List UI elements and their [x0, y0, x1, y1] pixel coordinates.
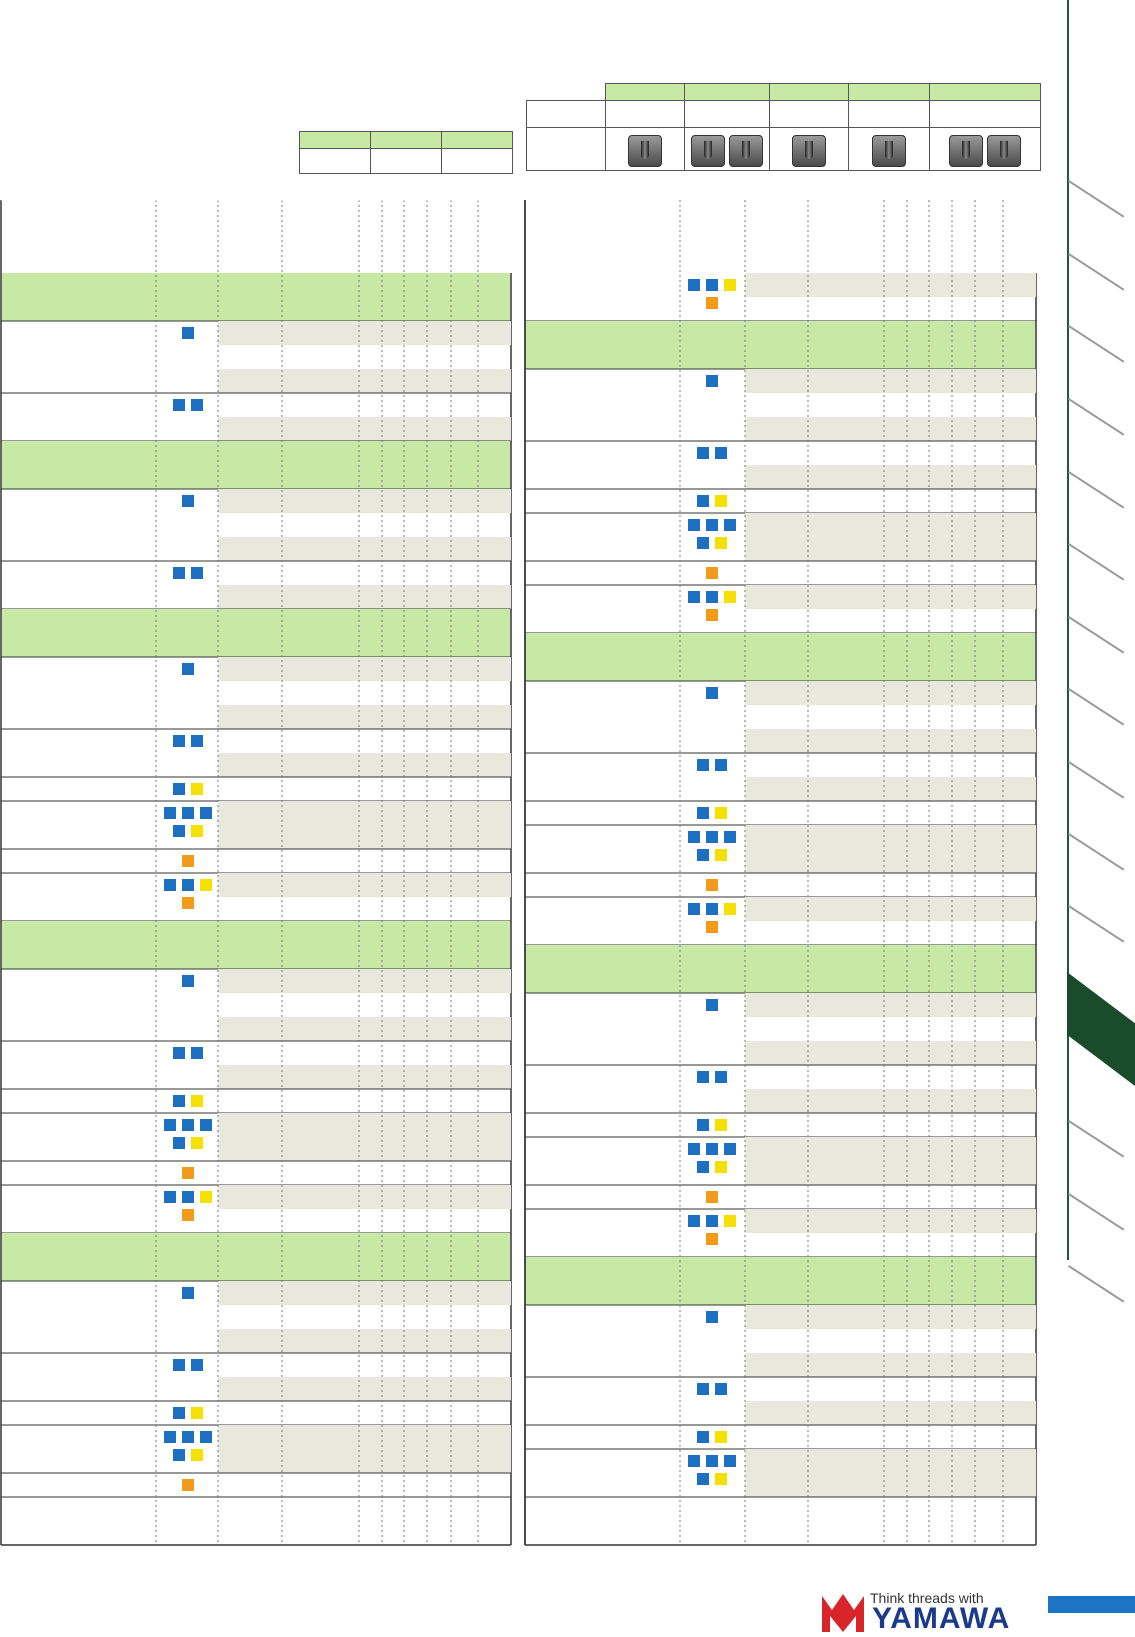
blue-marker — [191, 399, 203, 411]
blue-marker — [706, 375, 718, 387]
blue-marker — [182, 975, 194, 987]
data-row-band — [745, 369, 1036, 393]
data-row-band — [218, 1281, 511, 1305]
data-row-band — [745, 465, 1036, 489]
blue-marker — [164, 879, 176, 891]
blue-marker — [200, 1431, 212, 1443]
data-row-band — [745, 777, 1036, 801]
sidebar-divider — [1067, 0, 1069, 1260]
orange-marker — [706, 297, 718, 309]
blue-marker — [706, 279, 718, 291]
blue-marker — [697, 1383, 709, 1395]
section-header-band — [2, 921, 510, 969]
blue-marker — [191, 1047, 203, 1059]
blue-marker — [164, 1431, 176, 1443]
footer-page-bar — [1048, 1596, 1135, 1613]
section-header-band — [526, 321, 1035, 369]
blue-marker — [688, 903, 700, 915]
blue-marker — [697, 807, 709, 819]
blue-marker — [173, 1047, 185, 1059]
blue-marker — [697, 1119, 709, 1131]
yellow-marker — [715, 807, 727, 819]
data-row-band — [218, 1185, 511, 1209]
blue-marker — [706, 831, 718, 843]
data-row-band — [745, 417, 1036, 441]
blue-marker — [164, 807, 176, 819]
blue-marker — [182, 879, 194, 891]
blue-marker — [173, 1095, 185, 1107]
data-row-band — [745, 993, 1036, 1017]
yellow-marker — [191, 1137, 203, 1149]
data-row-band — [218, 1329, 511, 1353]
blue-marker — [182, 1119, 194, 1131]
blue-marker — [715, 759, 727, 771]
yamawa-mark-icon — [820, 1590, 866, 1634]
data-row-band — [218, 1137, 511, 1161]
orange-marker — [182, 897, 194, 909]
blue-marker — [200, 807, 212, 819]
data-row-band — [745, 897, 1036, 921]
yellow-marker — [715, 1119, 727, 1131]
data-row-band — [745, 825, 1036, 849]
yellow-marker — [715, 849, 727, 861]
blue-marker — [697, 495, 709, 507]
data-row-band — [218, 489, 511, 513]
blue-marker — [191, 735, 203, 747]
data-row-band — [745, 1137, 1036, 1161]
blue-marker — [697, 849, 709, 861]
data-row-band — [745, 273, 1036, 297]
orange-marker — [182, 1209, 194, 1221]
data-row-band — [218, 537, 511, 561]
data-row-band — [218, 753, 511, 777]
blue-marker — [688, 1143, 700, 1155]
orange-marker — [182, 1479, 194, 1491]
data-row-band — [218, 585, 511, 609]
blue-marker — [715, 447, 727, 459]
blue-marker — [200, 1119, 212, 1131]
blue-marker — [697, 1473, 709, 1485]
data-row-band — [218, 825, 511, 849]
section-header-band — [2, 1233, 510, 1281]
blue-marker — [182, 1431, 194, 1443]
data-row-band — [745, 1305, 1036, 1329]
blue-marker — [697, 537, 709, 549]
blue-marker — [724, 831, 736, 843]
orange-marker — [706, 1191, 718, 1203]
data-row-band — [218, 801, 511, 825]
yellow-marker — [191, 1407, 203, 1419]
yellow-marker — [191, 783, 203, 795]
data-row-band — [745, 1353, 1036, 1377]
blue-marker — [724, 1143, 736, 1155]
blue-marker — [191, 567, 203, 579]
data-row-band — [745, 1449, 1036, 1473]
section-header-band — [526, 945, 1035, 993]
data-row-band — [218, 321, 511, 345]
orange-marker — [182, 855, 194, 867]
blue-marker — [191, 1359, 203, 1371]
blue-marker — [697, 447, 709, 459]
orange-marker — [182, 1167, 194, 1179]
yellow-marker — [715, 495, 727, 507]
blue-marker — [182, 1191, 194, 1203]
blue-marker — [173, 399, 185, 411]
orange-marker — [706, 567, 718, 579]
data-row-band — [218, 417, 511, 441]
section-header-band — [526, 633, 1035, 681]
yellow-marker — [715, 1431, 727, 1443]
data-row-band — [218, 1113, 511, 1137]
blue-marker — [697, 759, 709, 771]
data-row-band — [218, 1425, 511, 1449]
data-row-band — [745, 681, 1036, 705]
blue-marker — [706, 591, 718, 603]
data-row-band — [745, 1473, 1036, 1497]
blue-marker — [724, 1455, 736, 1467]
blue-marker — [173, 1449, 185, 1461]
blue-marker — [688, 1455, 700, 1467]
blue-marker — [173, 825, 185, 837]
section-header-band — [526, 1257, 1035, 1305]
yellow-marker — [191, 1449, 203, 1461]
yamawa-logo — [820, 1590, 1030, 1634]
blue-marker — [697, 1161, 709, 1173]
data-row-band — [218, 873, 511, 897]
orange-marker — [706, 609, 718, 621]
blue-marker — [706, 999, 718, 1011]
yellow-marker — [715, 537, 727, 549]
blue-marker — [164, 1191, 176, 1203]
logo-brand: YAMAWA — [872, 1602, 1011, 1635]
blue-marker — [706, 903, 718, 915]
blue-marker — [706, 1215, 718, 1227]
blue-marker — [688, 1215, 700, 1227]
section-header-band — [2, 441, 510, 489]
blue-marker — [697, 1431, 709, 1443]
blue-marker — [706, 1455, 718, 1467]
data-row-band — [218, 1449, 511, 1473]
blue-marker — [173, 567, 185, 579]
blue-marker — [182, 663, 194, 675]
blue-marker — [706, 1143, 718, 1155]
orange-marker — [706, 1233, 718, 1245]
blue-marker — [688, 519, 700, 531]
blue-marker — [182, 1287, 194, 1299]
data-row-band — [218, 1065, 511, 1089]
data-row-band — [745, 1209, 1036, 1233]
data-row-band — [745, 1041, 1036, 1065]
data-row-band — [745, 585, 1036, 609]
yellow-marker — [715, 1161, 727, 1173]
data-row-band — [745, 537, 1036, 561]
blue-marker — [706, 1311, 718, 1323]
yellow-marker — [715, 1473, 727, 1485]
blue-marker — [697, 1071, 709, 1083]
data-row-band — [218, 969, 511, 993]
blue-marker — [173, 1359, 185, 1371]
orange-marker — [706, 879, 718, 891]
blue-marker — [182, 495, 194, 507]
blue-marker — [706, 687, 718, 699]
data-row-band — [745, 1401, 1036, 1425]
blue-marker — [182, 807, 194, 819]
data-row-band — [745, 1161, 1036, 1185]
blue-marker — [688, 591, 700, 603]
blue-marker — [173, 1407, 185, 1419]
blue-marker — [182, 327, 194, 339]
blue-marker — [164, 1119, 176, 1131]
yellow-marker — [191, 825, 203, 837]
data-row-band — [745, 513, 1036, 537]
data-row-band — [745, 729, 1036, 753]
data-row-band — [745, 849, 1036, 873]
yellow-marker — [724, 1215, 736, 1227]
blue-marker — [688, 831, 700, 843]
blue-marker — [715, 1383, 727, 1395]
blue-marker — [715, 1071, 727, 1083]
section-header-band — [2, 273, 510, 321]
logo-tagline: Think threads with — [870, 1590, 984, 1606]
blue-marker — [706, 519, 718, 531]
blue-marker — [688, 279, 700, 291]
yellow-marker — [724, 591, 736, 603]
data-row-band — [218, 657, 511, 681]
orange-marker — [706, 921, 718, 933]
blue-marker — [173, 1137, 185, 1149]
blue-marker — [173, 735, 185, 747]
yellow-marker — [200, 1191, 212, 1203]
yellow-marker — [724, 903, 736, 915]
section-header-band — [2, 609, 510, 657]
data-row-band — [218, 1017, 511, 1041]
data-row-band — [218, 369, 511, 393]
data-row-band — [745, 1089, 1036, 1113]
blue-marker — [724, 519, 736, 531]
blue-marker — [173, 783, 185, 795]
data-row-band — [218, 1377, 511, 1401]
yellow-marker — [200, 879, 212, 891]
yellow-marker — [191, 1095, 203, 1107]
data-row-band — [218, 705, 511, 729]
yellow-marker — [724, 279, 736, 291]
